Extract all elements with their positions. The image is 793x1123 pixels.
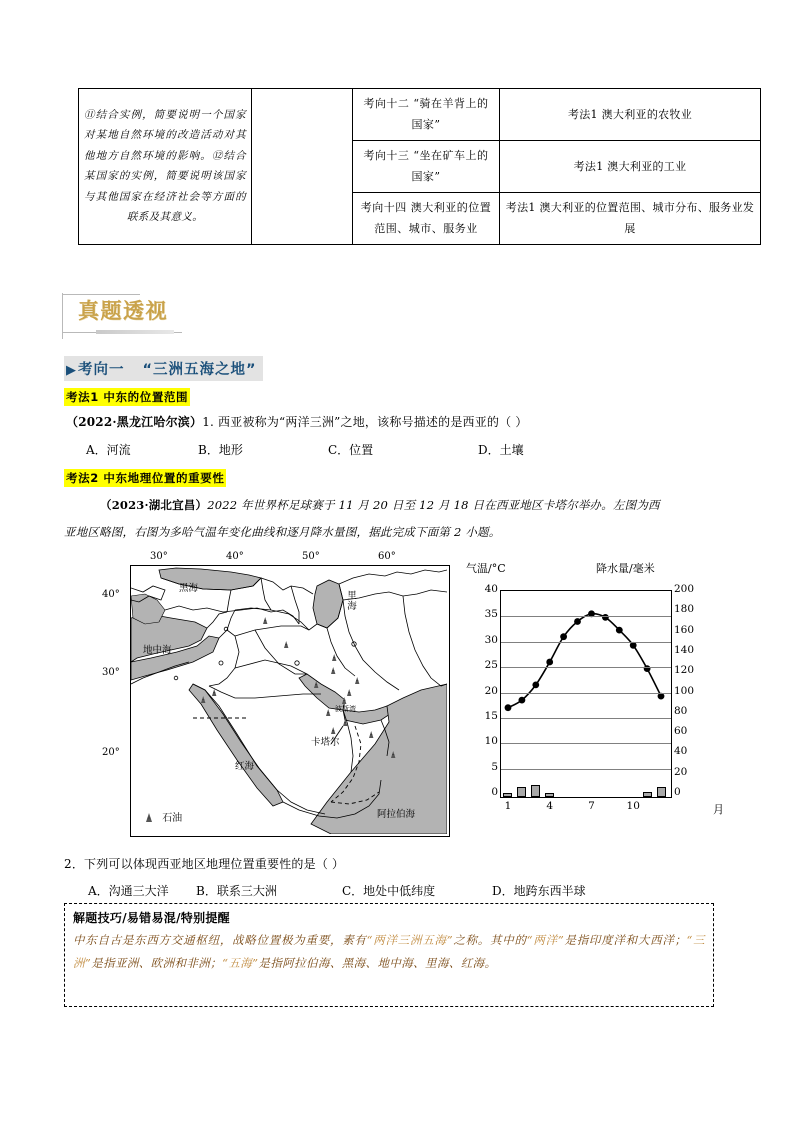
- table-cell-kaofa-13: 考法1 澳大利亚的工业: [500, 140, 761, 192]
- chart-temperature-point: [532, 682, 539, 689]
- option-d[interactable]: D．土壤: [478, 443, 524, 457]
- map-legend-oil: [145, 809, 182, 824]
- chart-precip-bar: [503, 793, 512, 797]
- climate-chart: [460, 552, 724, 842]
- map-lat-label-30: 30°: [102, 667, 120, 678]
- chart-ytick-left: 15: [484, 709, 498, 722]
- kaoxiang-title: “三洲五海之地”: [142, 362, 257, 378]
- chart-ytick-right: 200: [674, 583, 695, 595]
- chart-right-axis-title: 降水量/毫米: [596, 562, 655, 575]
- chart-gridline: [501, 616, 671, 617]
- chart-precip-bar: [657, 787, 666, 797]
- map-lat-label-20: 20°: [102, 747, 120, 758]
- chart-ytick-left: 25: [484, 659, 498, 672]
- chart-temperature-point: [560, 633, 567, 640]
- chart-temperature-point: [574, 618, 581, 625]
- tip-text-prefix: 中东自古是东西方交通枢纽，战略位置极为重要，素有: [73, 933, 367, 947]
- table-cell-requirements: ⑪结合实例，简要说明一个国家对某地自然环境的改造活动对其他地方自然环境的影响。⑫结合某国家的实例，简要说明该国家与其他国家在经济社会等方面的联系及其意义。: [79, 89, 252, 245]
- chart-ytick-left: 5: [491, 760, 498, 773]
- map-lat-label-40: 40°: [102, 589, 120, 600]
- chart-ytick-right: 80: [674, 704, 688, 717]
- table-cell-kaoxiang-13: 考向十三 “坐在矿车上的国家”: [353, 140, 500, 192]
- chart-plot-area: [484, 583, 724, 816]
- chart-ytick-right: 20: [674, 765, 688, 778]
- black-sea-shape: [159, 568, 261, 590]
- oil-derrick-icon: [145, 811, 155, 823]
- kaoxiang-label: 考向一: [78, 362, 125, 378]
- section-title: 真题透视: [78, 299, 168, 323]
- chart-gridline: [501, 743, 671, 744]
- table-cell-kaofa-14: 考法1 澳大利亚的位置范围、城市分布、服务业发展: [500, 192, 761, 244]
- chart-temperature-point: [519, 697, 526, 704]
- chart-ytick-left: 0: [491, 786, 498, 798]
- chart-ytick-left: 30: [484, 633, 498, 646]
- map-label-caspian-sea: 里海: [345, 590, 356, 611]
- tip-text-mid-3: 是指亚洲、欧洲和非洲；: [91, 956, 223, 970]
- chart-gridline: [501, 642, 671, 643]
- table-cell-empty: [252, 89, 353, 245]
- chart-temperature-point: [616, 627, 623, 634]
- question-2-stem: 2．下列可以体现西亚地区地理位置重要性的是（ ）: [64, 857, 345, 871]
- tip-quote-4: “五海”: [222, 956, 259, 970]
- banner-accent-bar: [96, 330, 174, 334]
- chart-ytick-right: 60: [674, 725, 688, 738]
- tip-text-mid-2: 是指印度洋和大西洋；: [564, 933, 687, 947]
- chart-xtick: 4: [546, 800, 554, 812]
- west-asia-map: [102, 551, 450, 837]
- aegean-sea-shape: [131, 594, 165, 624]
- map-lon-label-30: 30°: [150, 551, 168, 562]
- map-label-mediterranean-sea: 地中海: [143, 645, 172, 656]
- question-1-stem: 1. 西亚被称为“两洋三洲”之地，该称号描述的是西亚的（ ）: [202, 415, 528, 429]
- chart-x-unit-label: 月: [713, 803, 724, 816]
- chart-xtick: 1: [504, 800, 512, 812]
- question-2-intro-text-1: 2022 年世界杯足球赛于 11 月 20 日至 12 月 18 日在西亚地区卡塔尔举办。左图为西: [207, 498, 660, 512]
- kaofa-2-heading: [64, 469, 226, 487]
- question-1-source: （2022·黑龙江哈尔滨）: [66, 415, 203, 429]
- chart-ytick-right: 120: [674, 664, 695, 677]
- triangle-right-icon: ▶: [66, 363, 77, 378]
- caspian-sea-shape: [313, 580, 343, 628]
- table-row: [79, 89, 761, 141]
- map-lon-label-50: 50°: [302, 551, 320, 562]
- chart-gridline: [501, 718, 671, 719]
- kaofa-2-title: 中东地理位置的重要性: [103, 471, 225, 485]
- chart-ytick-right: 0: [674, 786, 681, 798]
- option-a[interactable]: A．河流: [86, 443, 131, 457]
- chart-gridline: [501, 769, 671, 770]
- table-cell-kaoxiang-12: 考向十二 “骑在羊背上的国家”: [353, 89, 500, 141]
- option-a[interactable]: A．沟通三大洋: [88, 884, 169, 898]
- chart-ytick-right: 140: [674, 643, 695, 656]
- tip-text-mid-4: 是指阿拉伯海、黑海、地中海、里海、红海。: [258, 956, 497, 970]
- kaofa-1-title: 中东的位置范围: [103, 390, 189, 404]
- map-svg: [131, 566, 447, 834]
- option-c[interactable]: C．位置: [328, 443, 374, 457]
- figure-group: [102, 551, 724, 842]
- chart-temperature-point: [505, 704, 512, 711]
- map-label-black-sea: 黑海: [179, 583, 199, 594]
- chart-xtick: 7: [588, 800, 595, 812]
- map-label-persian-gulf: 波斯湾: [335, 705, 356, 713]
- chart-temperature-point: [658, 693, 665, 700]
- section-banner: [62, 293, 342, 339]
- map-label-red-sea: 红海: [235, 761, 255, 772]
- tip-quote-2: “两洋”: [526, 933, 565, 947]
- tip-text-mid-1: 之称。其中的: [452, 933, 527, 947]
- map-legend-oil-label: 石油: [162, 813, 183, 824]
- question-2-source: （2023·湖北宜昌）: [100, 498, 208, 512]
- kaoxiang-heading: [64, 356, 263, 381]
- tip-quote-3: “三洲”: [73, 933, 705, 970]
- chart-ytick-left: 35: [484, 608, 498, 621]
- chart-precip-bar: [531, 785, 540, 797]
- chart-precip-bar: [517, 787, 526, 797]
- tip-box-title: 解题技巧/易错易混/特别提醒: [73, 911, 230, 925]
- option-b[interactable]: B．联系三大洲: [196, 884, 277, 898]
- syllabus-table: [78, 88, 761, 245]
- map-lon-label-60: 60°: [378, 551, 396, 562]
- kaofa-2-tag: 考法2: [66, 471, 99, 485]
- chart-temperature-point: [602, 614, 609, 621]
- kaofa-1-heading: [64, 388, 190, 406]
- chart-ytick-right: 180: [674, 603, 695, 616]
- map-frame: [130, 565, 450, 837]
- chart-gridline: [501, 667, 671, 668]
- chart-ytick-left: 10: [484, 735, 498, 748]
- kaofa-1-tag: 考法1: [66, 390, 99, 404]
- question-2-intro-line-1: [100, 497, 660, 513]
- map-label-arabian-sea: 阿拉伯海: [377, 809, 416, 820]
- chart-gridline: [501, 693, 671, 694]
- chart-precip-bar: [545, 793, 554, 797]
- table-cell-kaofa-12: 考法1 澳大利亚的农牧业: [500, 89, 761, 141]
- question-2-intro-line-2: 亚地区略图，右图为多哈气温年变化曲线和逐月降水量图，据此完成下面第 2 小题。: [64, 525, 501, 539]
- question-2-options: [88, 882, 586, 899]
- chart-temperature-point: [630, 642, 637, 649]
- chart-ytick-right: 160: [674, 623, 695, 636]
- option-d[interactable]: D．地跨东西半球: [492, 884, 586, 898]
- chart-precip-bar: [643, 792, 652, 797]
- chart-left-axis-title: 气温/°C: [466, 562, 506, 575]
- question-1-options: [86, 441, 524, 458]
- chart-temperature-point: [546, 659, 553, 666]
- tip-quote-1: “两洋三洲五海”: [366, 933, 453, 947]
- tip-box: [64, 903, 714, 1007]
- table-cell-kaoxiang-14: 考向十四 澳大利亚的位置范围、城市、服务业: [353, 192, 500, 244]
- chart-xtick: 10: [626, 800, 640, 812]
- question-1-stem-line: [66, 413, 528, 430]
- chart-ytick-left: 20: [484, 684, 498, 697]
- option-b[interactable]: B．地形: [198, 443, 243, 457]
- option-c[interactable]: C．地处中低纬度: [342, 884, 436, 898]
- chart-ytick-left: 40: [484, 583, 498, 595]
- tip-box-body: [73, 929, 705, 975]
- map-label-qatar: 卡塔尔: [311, 737, 340, 748]
- chart-ytick-right: 100: [674, 684, 695, 697]
- chart-ytick-right: 40: [674, 745, 688, 758]
- map-lon-label-40: 40°: [226, 551, 244, 562]
- chart-temperature-line: [508, 614, 661, 708]
